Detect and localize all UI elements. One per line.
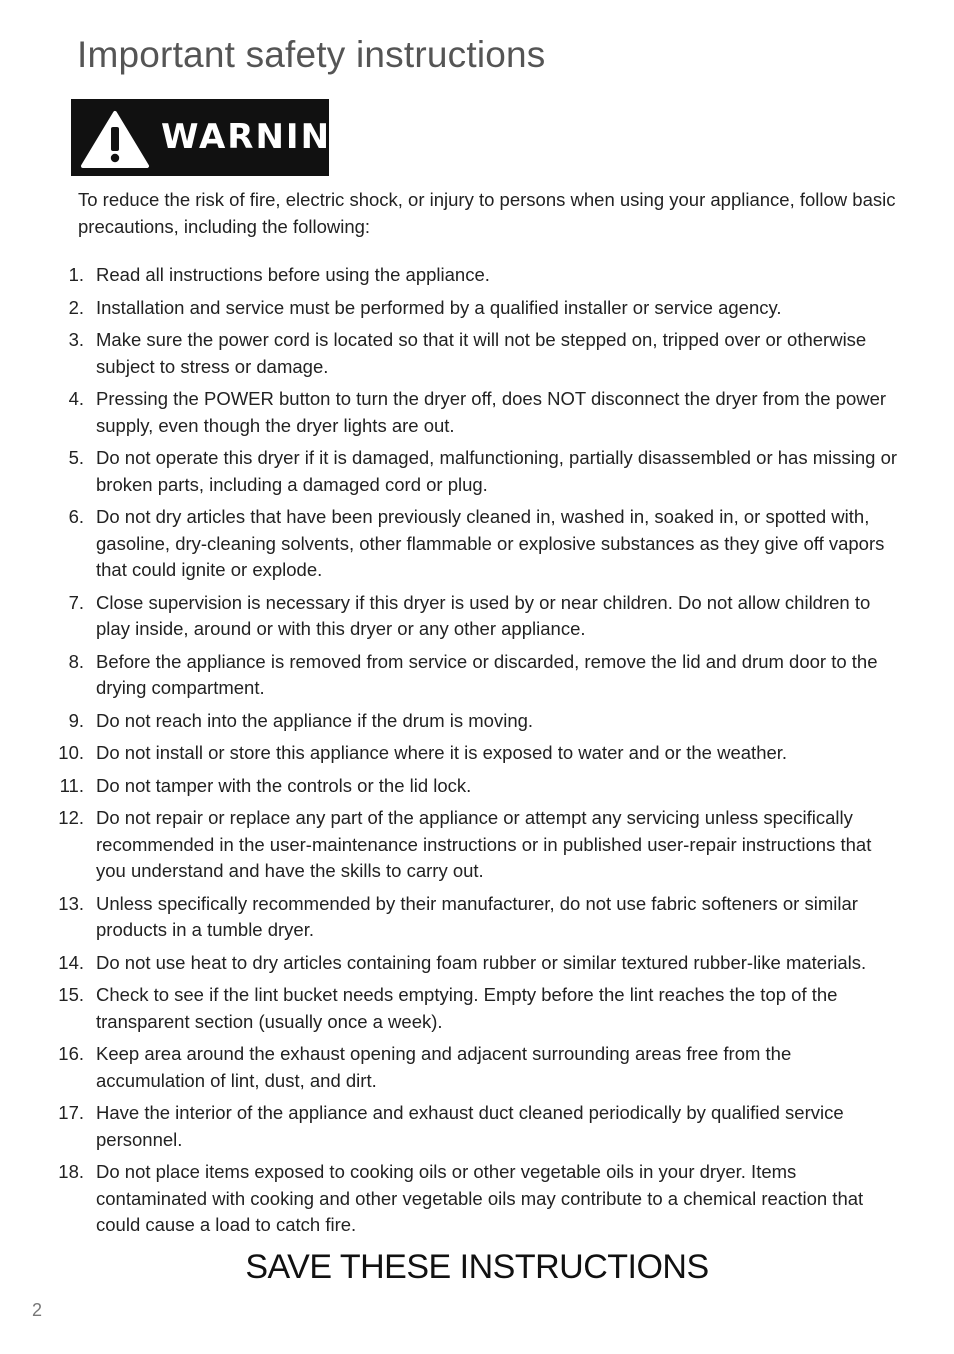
list-item-text: Have the interior of the appliance and exhaust duct cleaned periodically by qualified service personnel. xyxy=(96,1102,844,1150)
list-item-text: Check to see if the lint bucket needs emptying. Empty before the lint reaches the top of the transparent section (usually once a week). xyxy=(96,984,838,1032)
list-item-number: 5. xyxy=(68,447,84,468)
list-item-text: Do not install or store this appliance where it is exposed to water and or the weather. xyxy=(96,742,788,763)
list-item-text: Do not dry articles that have been previously cleaned in, washed in, soaked in, or spotted with, gasoline, dry-cleaning solvents, other flammable or explosive substances as they give off vapors that could ignite or explode. xyxy=(96,506,885,580)
save-instructions-heading: SAVE THESE INSTRUCTIONS xyxy=(245,1248,709,1286)
list-item-text: Do not reach into the appliance if the drum is moving. xyxy=(96,709,534,731)
list-item-text: Before the appliance is removed from service or discarded, remove the lid and drum door to the drying compartment. xyxy=(96,650,878,698)
list-item xyxy=(0,1041,954,1094)
list-item-text: Do not operate this dryer if it is damaged, malfunctioning, partially disassembled or has missing or broken parts, including a damaged cord or plug. xyxy=(96,447,898,495)
list-item xyxy=(0,504,954,584)
list-item-text: Unless specifically recommended by their manufacturer, do not use fabric softeners or similar products in a tumble dryer. xyxy=(96,892,858,940)
list-item xyxy=(0,708,954,735)
list-item-number: 17. xyxy=(58,1102,84,1123)
list-item-text: Close supervision is necessary if this dryer is used by or near children. Do not allow children to play inside, around or with this dryer or any other appliance. xyxy=(96,591,871,639)
list-item-number: 4. xyxy=(68,388,84,409)
warning-triangle-icon xyxy=(79,109,151,169)
list-item-text: Do not tamper with the controls or the lid lock. xyxy=(96,774,472,796)
list-item xyxy=(0,262,954,289)
list-item xyxy=(0,740,954,767)
safety-instructions-list xyxy=(0,262,954,1245)
warning-label: WARNING xyxy=(161,117,361,157)
list-item-number: 16. xyxy=(58,1043,84,1064)
list-item xyxy=(0,649,954,702)
list-item-text: Do not place items exposed to cooking oils or other vegetable oils in your dryer. Items contaminated with cooking and other vegetable oils may contribute to a chemical reaction that could cause a load to catch fire. xyxy=(96,1161,864,1235)
list-item-text: Make sure the power cord is located so that it will not be stepped on, tripped over or otherwise subject to stress or damage. xyxy=(96,329,867,377)
list-item-number: 15. xyxy=(58,984,84,1005)
list-item-number: 12. xyxy=(58,807,84,828)
list-item-number: 1. xyxy=(68,264,84,285)
list-item xyxy=(0,891,954,944)
list-item-text: Pressing the POWER button to turn the dryer off, does NOT disconnect the dryer from the power supply, even though the dryer lights are out. xyxy=(96,388,887,436)
list-item xyxy=(0,1159,954,1239)
list-item xyxy=(0,327,954,380)
list-item-text: Read all instructions before using the appliance. xyxy=(96,264,490,285)
list-item xyxy=(0,805,954,885)
list-item xyxy=(0,590,954,643)
page-number: 2 xyxy=(32,1300,43,1320)
list-item xyxy=(0,386,954,439)
page-title: Important safety instructions xyxy=(77,34,546,75)
list-item-number: 6. xyxy=(68,506,84,527)
list-item xyxy=(0,982,954,1035)
list-item-number: 2. xyxy=(68,296,84,318)
list-item-number: 10. xyxy=(58,742,84,763)
intro-paragraph: To reduce the risk of fire, electric shock, or injury to persons when using your appliance, follow basic precautions, including the following: xyxy=(78,189,896,237)
list-item xyxy=(0,295,954,322)
list-item-number: 9. xyxy=(68,709,84,731)
list-item-text: Installation and service must be performed by a qualified installer or service agency. xyxy=(96,296,782,318)
list-item xyxy=(0,1100,954,1153)
list-item-number: 3. xyxy=(68,329,84,350)
list-item-number: 11. xyxy=(59,774,84,796)
list-item xyxy=(0,950,954,977)
list-item-number: 14. xyxy=(58,951,84,973)
list-item-number: 7. xyxy=(68,591,84,613)
list-item-number: 13. xyxy=(58,892,84,914)
list-item-text: Keep area around the exhaust opening and adjacent surrounding areas free from the accumulation of lint, dust, and dirt. xyxy=(96,1043,792,1091)
list-item xyxy=(0,445,954,498)
list-item xyxy=(0,773,954,800)
list-item-text: Do not use heat to dry articles containing foam rubber or similar textured rubber-like materials. xyxy=(96,951,867,973)
list-item-number: 8. xyxy=(68,650,84,672)
warning-banner xyxy=(71,99,361,176)
list-item-number: 18. xyxy=(58,1161,84,1182)
list-item-text: Do not repair or replace any part of the appliance or attempt any servicing unless specifically recommended in the user-maintenance instructions or in published user-repair instructions that you understand and have the skills to carry out. xyxy=(96,807,872,881)
